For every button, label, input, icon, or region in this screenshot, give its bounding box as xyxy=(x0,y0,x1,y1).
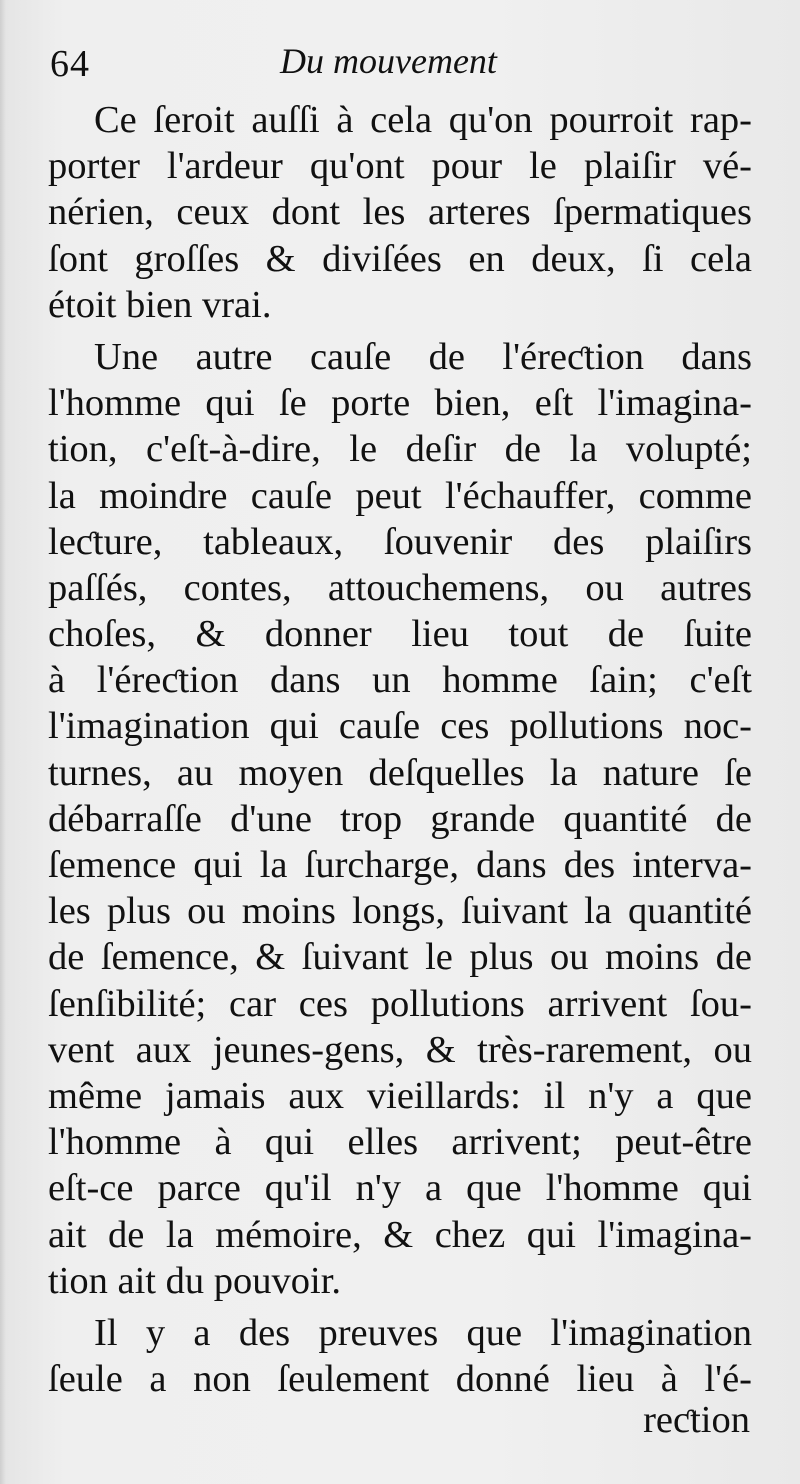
text-line: leƈture, tableaux, ſouvenir des plaiſirs xyxy=(48,520,752,563)
text-line: Une autre cauſe de l'éreƈtion dans xyxy=(94,335,752,378)
text-line: l'homme à qui elles arrivent; peut-être xyxy=(48,1121,752,1164)
text-line: débarraſſe d'une trop grande quantité de xyxy=(48,797,752,840)
text-line: tion ait du pouvoir. xyxy=(48,1259,342,1302)
text-line: à l'éreƈtion dans un homme ſain; c'eſt xyxy=(48,659,752,702)
body-text xyxy=(48,97,752,1402)
text-line: ait de la mémoire, & chez qui l'imagina- xyxy=(48,1213,752,1256)
text-line: paſſés, contes, attouchemens, ou autres xyxy=(48,566,752,609)
text-line: Ce ſeroit auſſi à cela qu'on pourroit rap- xyxy=(94,99,752,141)
text-line: Il y a des preuves que l'imagination xyxy=(94,1311,752,1354)
text-line: étoit bien vrai. xyxy=(48,283,272,326)
text-line: les plus ou moins longs, ſuivant la quantité xyxy=(48,890,752,933)
text-line: l'imagination qui cauſe ces pollutions noc- xyxy=(48,705,752,748)
paragraph-2 xyxy=(48,334,752,1304)
text-line: porter l'ardeur qu'ont pour le plaiſir vé- xyxy=(48,145,752,188)
text-line: ſeule a non ſeulement donné lieu à l'é- xyxy=(48,1358,752,1401)
running-title: Du mouvement xyxy=(280,41,497,81)
text-line: eſt-ce parce qu'il n'y a que l'homme qui xyxy=(48,1167,752,1210)
text-line: tion, c'eſt-à-dire, le deſir de la volupté; xyxy=(48,428,752,471)
text-line: vent aux jeunes-gens, & très-rarement, ou xyxy=(48,1028,752,1071)
text-line: l'homme qui ſe porte bien, eſt l'imagina- xyxy=(48,382,752,425)
catchword: reƈtion xyxy=(643,1399,750,1441)
page-edge-shadow xyxy=(0,0,6,1484)
paragraph-1 xyxy=(48,97,752,328)
text-line: ſemence qui la ſurcharge, dans des interva- xyxy=(48,844,752,886)
text-line: turnes, au moyen deſquelles la nature ſe xyxy=(48,751,752,794)
text-line: nérien, ceux dont les arteres ſpermatiques xyxy=(48,191,752,234)
text-line: ſont groſſes & diviſées en deux, ſi cela xyxy=(48,237,752,280)
text-line: choſes, & donner lieu tout de ſuite xyxy=(48,613,752,656)
paragraph-3 xyxy=(48,1310,752,1402)
text-line: la moindre cauſe peut l'échauffer, comme xyxy=(48,474,752,517)
page-number: 64 xyxy=(50,43,90,85)
text-line: ſenſibilité; car ces pollutions arrivent ſou- xyxy=(48,982,752,1025)
text-line: même jamais aux vieillards: il n'y a que xyxy=(48,1074,752,1117)
page-header xyxy=(50,38,750,88)
text-line: de ſemence, & ſuivant le plus ou moins de xyxy=(48,936,752,979)
